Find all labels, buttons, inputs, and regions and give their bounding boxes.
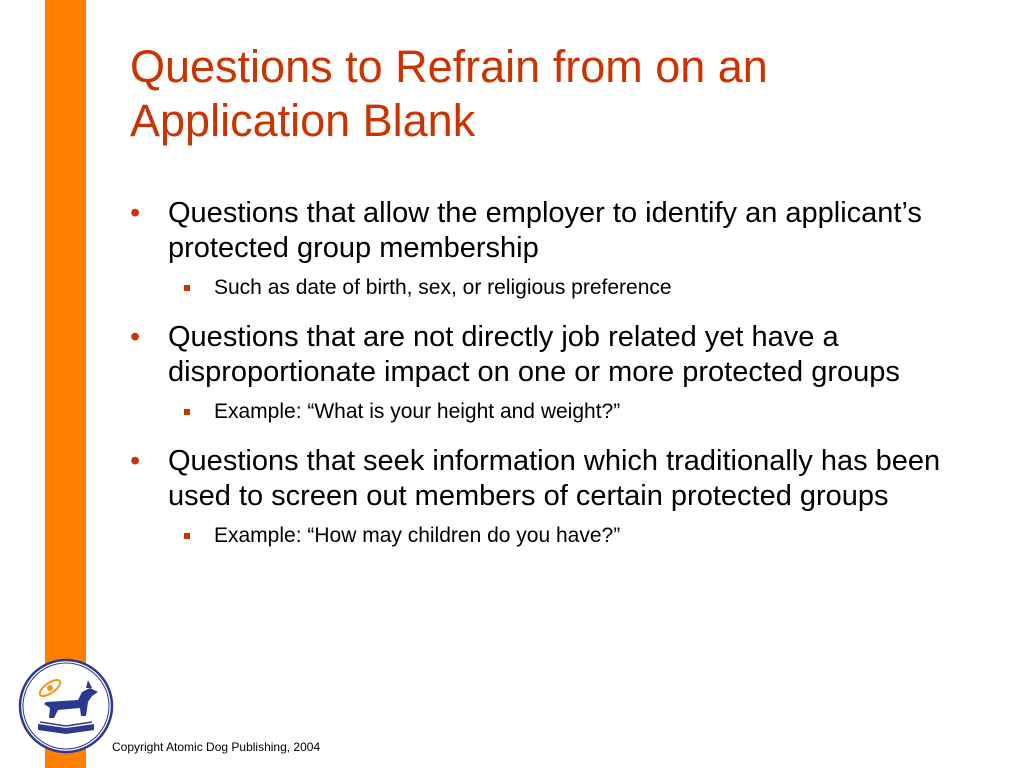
bullet-text: Questions that are not directly job related yet have a disproportionate impact on one or more protected groups	[168, 321, 900, 388]
orange-accent-bar	[45, 0, 86, 768]
sub-bullet-item	[130, 522, 980, 550]
sub-bullet-item	[130, 398, 980, 426]
sub-bullet-text: Such as date of birth, sex, or religious preference	[214, 276, 672, 299]
bullet-dot-icon: •	[130, 445, 141, 477]
slide-title: Questions to Refrain from on an Application Blank	[130, 41, 768, 146]
atomic-dog-logo-icon	[18, 658, 114, 754]
bullet-text: Questions that allow the employer to identify an applicant’s protected group membership	[168, 197, 922, 264]
bullet-item	[130, 196, 980, 266]
square-bullet-icon	[184, 285, 190, 291]
sub-bullet-item	[130, 274, 980, 302]
sub-bullet-text: Example: “What is your height and weight?”	[214, 400, 621, 423]
square-bullet-icon	[184, 533, 190, 539]
bullet-item	[130, 444, 980, 514]
square-bullet-icon	[184, 409, 190, 415]
sub-bullet-text: Example: “How may children do you have?”	[214, 524, 621, 547]
copyright-footer: Copyright Atomic Dog Publishing, 2004	[112, 740, 321, 754]
bullet-list	[130, 196, 980, 568]
bullet-dot-icon: •	[130, 197, 141, 229]
bullet-dot-icon: •	[130, 321, 141, 353]
bullet-item	[130, 320, 980, 390]
bullet-text: Questions that seek information which traditionally has been used to screen out members of certain protected groups	[168, 445, 941, 512]
